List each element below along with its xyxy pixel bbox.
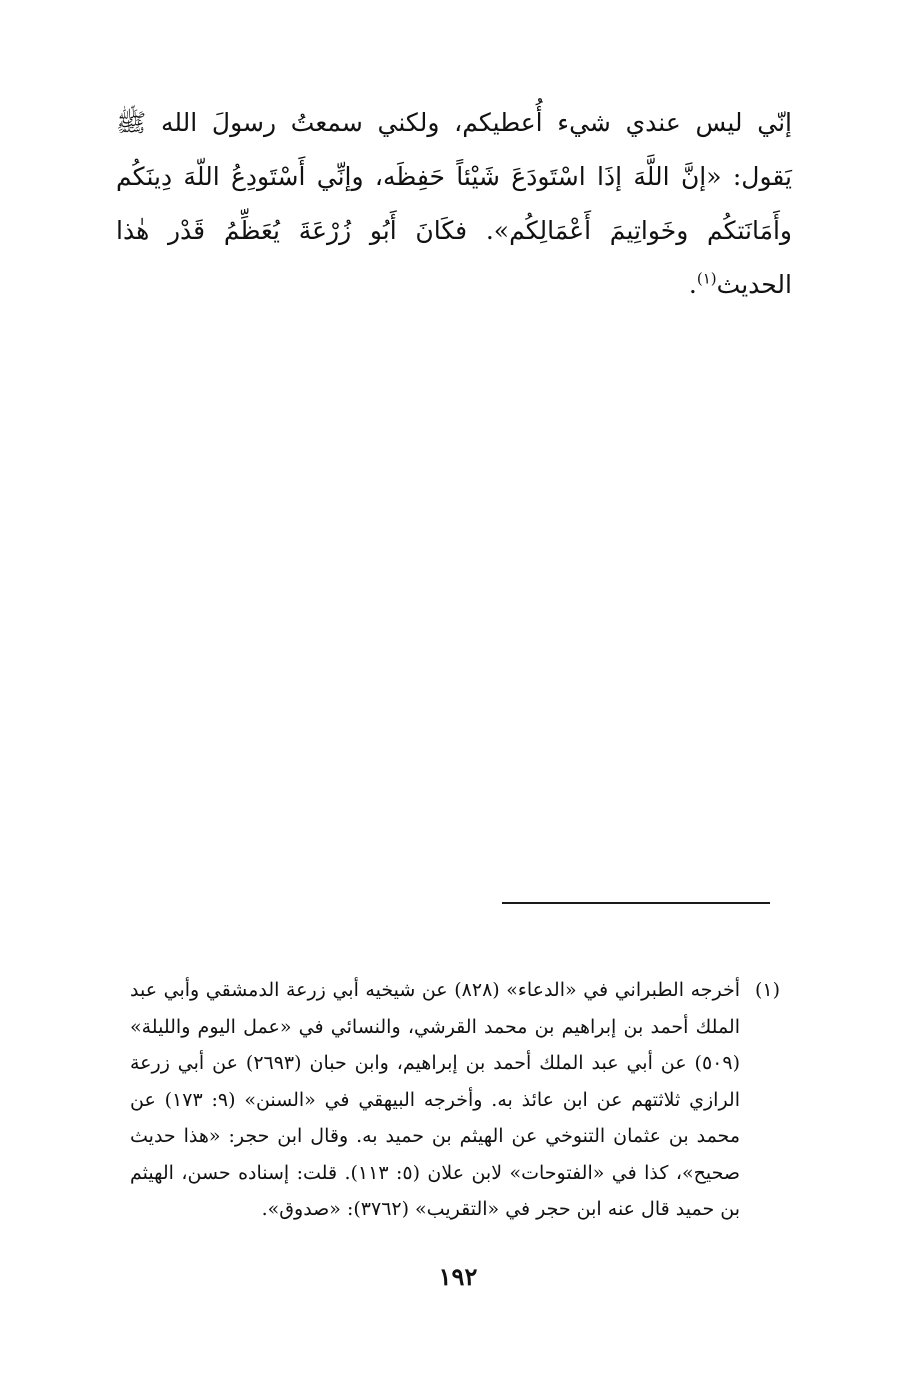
footnote-number: (١) [754,979,780,1001]
main-text-block [116,96,792,312]
main-paragraph-text: إنّي ليس عندي شيء أُعطيكم، ولكني سمعتُ رسولَ الله ﷺ يَقول: «إنَّ اللَّهَ إذَا اسْتَودَعَ شَيْئاً حَفِظَه، وإنِّي أَسْتَودِعُ اللّهَ دِينَكُم وأَمَانَتكُم وخَواتِيمَ أَعْمَالِكُم». فكَانَ أَبُو زُرْعَةَ يُعَظِّمُ قَدْر هٰذا الحديث [116,108,792,299]
footnotes-section [130,972,780,1228]
footnote-text: أخرجه الطبراني في «الدعاء» (٨٢٨) عن شيخيه أبي زرعة الدمشقي وأبي عبد الملك أحمد بن إبراهيم بن محمد القرشي، والنسائي في «عمل اليوم والليلة» (٥٠٩) عن أبي عبد الملك أحمد بن إبراهيم، وابن حبان (٢٦٩٣) عن أبي زرعة الرازي ثلاثتهم عن ابن عائذ به. وأخرجه البيهقي في «السنن» (٩: ١٧٣) عن محمد بن عثمان التنوخي عن الهيثم بن حميد به. وقال ابن حجر: «هذا حديث صحيح»، كذا في «الفتوحات» لابن علان (٥: ١١٣). قلت: إسناده حسن، الهيثم بن حميد قال عنه ابن حجر في «التقريب» (٣٧٦٢): «صدوق». [130,979,741,1220]
footnote-reference-marker: (١) [696,269,717,288]
main-paragraph [116,96,792,312]
footnote [130,972,780,1228]
page-number: ١٩٢ [438,1262,478,1291]
footnote-separator-rule [502,902,770,904]
main-paragraph-end-punctuation: . [688,270,697,299]
